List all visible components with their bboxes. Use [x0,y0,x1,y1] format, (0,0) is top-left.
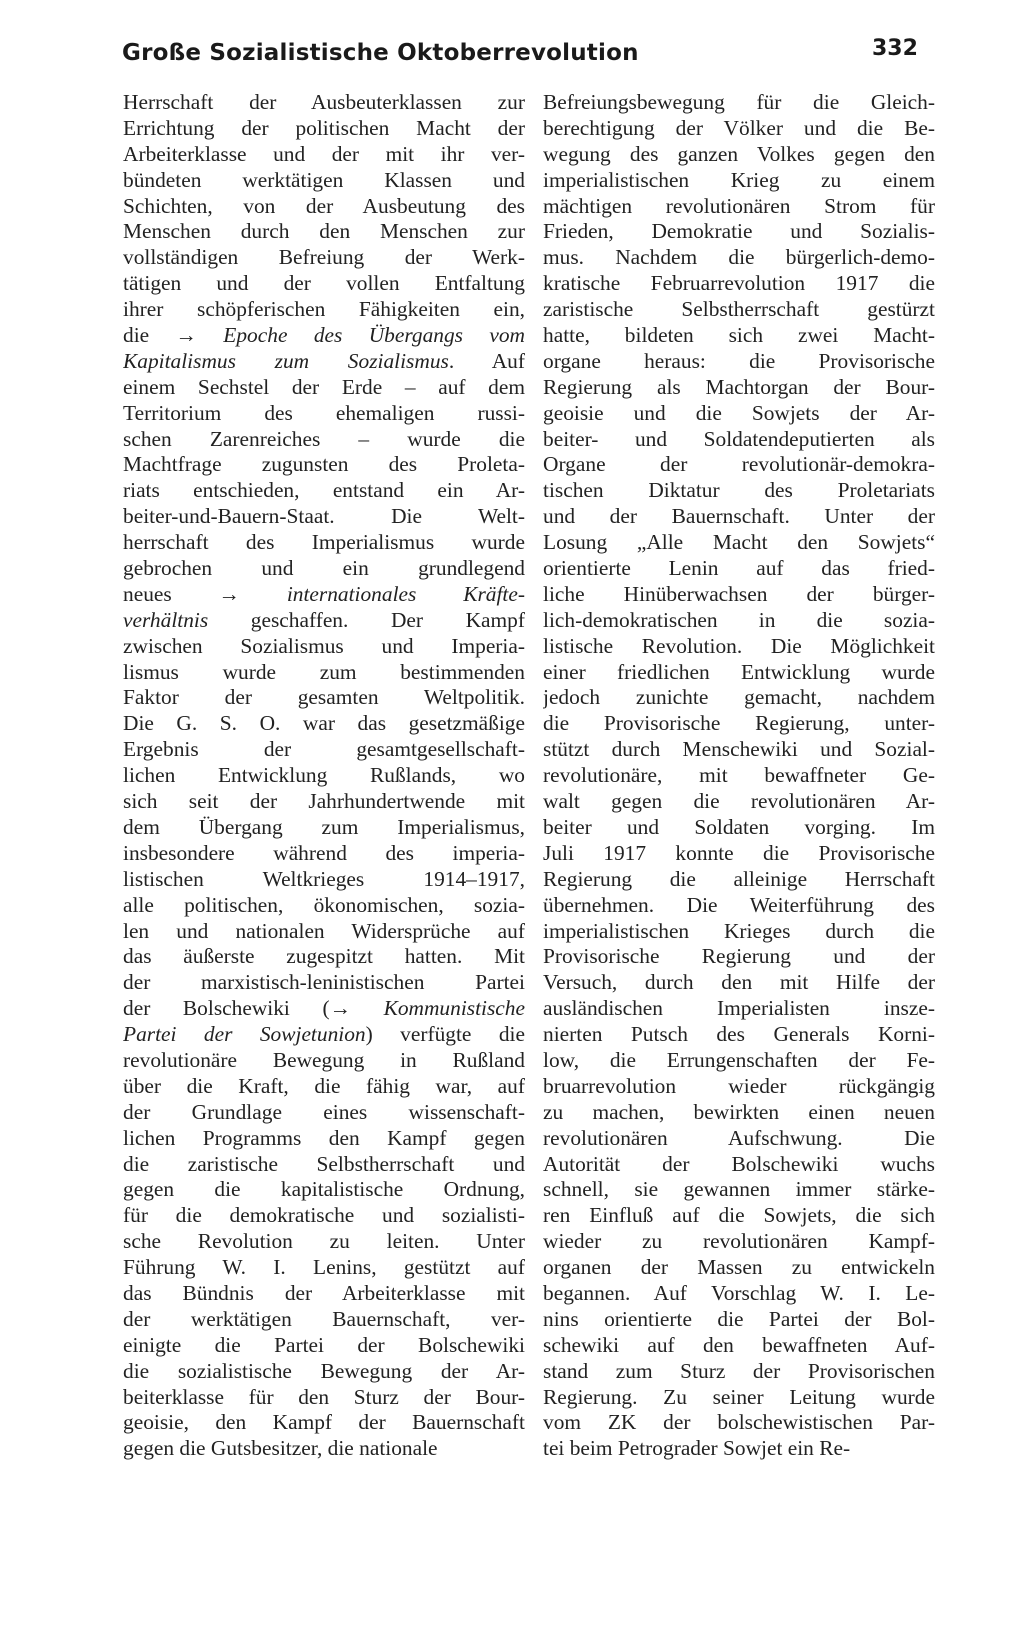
text-line: gegen die Gutsbesitzer, die nationale [123,1436,438,1461]
text-line: nierten Putsch des Generals Korni- [543,1022,935,1047]
text-line: Regierung die alleinige Herrschaft [543,866,935,891]
text-line: stützt durch Menschewiki und Sozial- [543,737,935,762]
text-line: imperialistischen Krieg zu einem [543,167,935,192]
left-column [123,90,525,1462]
text-line: ren Einfluß auf die Sowjets, die sich [543,1203,935,1228]
text-line: revolutionäre, mit bewaffneter Ge- [543,763,935,788]
text-line: revolutionären Aufschwung. Die [543,1125,935,1150]
text-line: beiter- und Soldatendeputierten als [543,426,935,451]
text-line: wegung des ganzen Volkes gegen den [543,141,935,166]
text-line: schewiki auf den bewaffneten Auf- [543,1332,935,1357]
text-line: insbesondere während des imperia- [123,840,525,865]
text-line: zaristische Selbstherrschaft gestürzt [543,297,935,322]
text-line: einer friedlichen Entwicklung wurde [543,659,935,684]
text-line: Faktor der gesamten Weltpolitik. [123,685,525,710]
text-line: bruarrevolution wieder rückgängig [543,1073,935,1098]
text-line: die zaristische Selbstherrschaft und [123,1151,525,1176]
text-line: ihrer schöpferischen Fähigkeiten ein, [123,297,525,322]
page-number: 332 [872,36,918,61]
text-line: der Grundlage eines wissenschaft- [123,1099,525,1124]
text-line: low, die Errungenschaften der Fe- [543,1047,935,1072]
running-head: Große Sozialistische Oktoberrevolution [122,40,639,66]
text-line: Machtfrage zugunsten des Proleta- [123,452,525,477]
text-line: Kapitalismus zum Sozialismus. Auf [123,348,525,373]
text-line: liche Hinüberwachsen der bürger- [543,581,935,606]
text-line: die Provisorische Regierung, unter- [543,711,935,736]
text-line: tischen Diktatur des Proletariats [543,478,935,503]
text-line: Befreiungsbewegung für die Gleich- [543,90,935,114]
text-line: hatte, bildeten sich zwei Macht- [543,323,935,348]
text-line: Losung „Alle Macht den Sowjets“ [543,530,935,555]
text-line: Menschen durch den Menschen zur [123,219,525,244]
text-line: herrschaft des Imperialismus wurde [123,530,525,555]
text-line: berechtigung der Völker und die Be- [543,115,935,140]
text-line: Partei der Sowjetunion) verfügte die [123,1022,525,1047]
text-line: die → Epoche des Übergangs vom [123,323,525,348]
text-line: gegen die kapitalistische Ordnung, [123,1177,525,1202]
text-line: Autorität der Bolschewiki wuchs [543,1151,935,1176]
text-line: zwischen Sozialismus und Imperia- [123,633,525,658]
text-line: mus. Nachdem die bürgerlich-demo- [543,245,935,270]
text-line: Frieden, Demokratie und Sozialis- [543,219,935,244]
text-line: Organe der revolutionär-demokra- [543,452,935,477]
text-line: beiter und Soldaten vorging. Im [543,814,935,839]
text-line: geoisie und die Sowjets der Ar- [543,400,935,425]
text-line: organe heraus: die Provisorische [543,348,935,373]
text-line: lismus wurde zum bestimmenden [123,659,525,684]
text-line: Versuch, durch den mit Hilfe der [543,970,935,995]
text-line: für die demokratische und sozialisti- [123,1203,525,1228]
text-line: riats entschieden, entstand ein Ar- [123,478,525,503]
text-line: Regierung. Zu seiner Leitung wurde [543,1384,935,1409]
text-line: das Bündnis der Arbeiterklasse mit [123,1280,525,1305]
text-line: Ergebnis der gesamtgesellschaft- [123,737,525,762]
text-line: Herrschaft der Ausbeuterklassen zur [123,90,525,114]
text-line: verhältnis geschaffen. Der Kampf [123,607,525,632]
text-line: schen Zarenreiches – wurde die [123,426,525,451]
text-line: der Bolschewiki (→ Kommunistische [123,996,525,1021]
text-line: tei beim Petrograder Sowjet ein Re- [543,1436,851,1461]
text-line: Errichtung der politischen Macht der [123,115,525,140]
text-line: orientierte Lenin auf das fried- [543,556,935,581]
text-line: Die G. S. O. war das gesetzmäßige [123,711,525,736]
text-line: zu machen, bewirkten einen neuen [543,1099,935,1124]
right-column [543,90,935,1462]
text-line: geoisie, den Kampf der Bauernschaft [123,1410,525,1435]
text-line: wieder zu revolutionären Kampf- [543,1229,935,1254]
text-line: Juli 1917 konnte die Provisorische [543,840,935,865]
text-line: beiterklasse für den Sturz der Bour- [123,1384,525,1409]
text-line: über die Kraft, die fähig war, auf [123,1073,525,1098]
text-line: vollständigen Befreiung der Werk- [123,245,525,270]
text-line: sche Revolution zu leiten. Unter [123,1229,525,1254]
text-line: tätigen und der vollen Entfaltung [123,271,525,296]
text-line: und der Bauernschaft. Unter der [543,504,935,529]
text-line: ausländischen Imperialisten insze- [543,996,935,1021]
text-line: alle politischen, ökonomischen, sozia- [123,892,525,917]
text-line: imperialistischen Krieges durch die [543,918,935,943]
text-line: Regierung als Machtorgan der Bour- [543,374,935,399]
text-line: dem Übergang zum Imperialismus, [123,814,525,839]
text-line: kratische Februarrevolution 1917 die [543,271,935,296]
text-line: Schichten, von der Ausbeutung des [123,193,525,218]
text-line: einigte die Partei der Bolschewiki [123,1332,525,1357]
text-line: nins orientierte die Partei der Bol- [543,1306,935,1331]
text-line: lichen Entwicklung Rußlands, wo [123,763,525,788]
text-line: organen der Massen zu entwickeln [543,1255,935,1280]
text-line: das äußerste zugespitzt hatten. Mit [123,944,525,969]
text-line: listische Revolution. Die Möglichkeit [543,633,935,658]
text-line: der marxistisch-leninistischen Partei [123,970,525,995]
text-line: schnell, sie gewannen immer stärke- [543,1177,935,1202]
text-line: sich seit der Jahrhundertwende mit [123,789,525,814]
text-line: mächtigen revolutionären Strom für [543,193,935,218]
text-line: gebrochen und ein grundlegend [123,556,525,581]
text-line: lichen Programms den Kampf gegen [123,1125,525,1150]
text-line: Territorium des ehemaligen russi- [123,400,525,425]
text-line: Arbeiterklasse und der mit ihr ver- [123,141,525,166]
text-line: stand zum Sturz der Provisorischen [543,1358,935,1383]
text-line: walt gegen die revolutionären Ar- [543,789,935,814]
text-line: übernehmen. Die Weiterführung des [543,892,935,917]
text-line: jedoch zunichte gemacht, nachdem [543,685,935,710]
text-line: len und nationalen Widersprüche auf [123,918,525,943]
text-line: Provisorische Regierung und der [543,944,935,969]
text-line: beiter-und-Bauern-Staat. Die Welt- [123,504,525,529]
text-line: begannen. Auf Vorschlag W. I. Le- [543,1280,935,1305]
text-line: vom ZK der bolschewistischen Par- [543,1410,935,1435]
text-line: neues → internationales Kräfte- [123,581,525,606]
text-line: listischen Weltkrieges 1914–1917, [123,866,525,891]
text-line: einem Sechstel der Erde – auf dem [123,374,525,399]
text-line: bündeten werktätigen Klassen und [123,167,525,192]
text-line: die sozialistische Bewegung der Ar- [123,1358,525,1383]
text-line: lich-demokratischen in die sozia- [543,607,935,632]
text-line: der werktätigen Bauernschaft, ver- [123,1306,525,1331]
text-line: revolutionäre Bewegung in Rußland [123,1047,525,1072]
text-line: Führung W. I. Lenins, gestützt auf [123,1255,525,1280]
